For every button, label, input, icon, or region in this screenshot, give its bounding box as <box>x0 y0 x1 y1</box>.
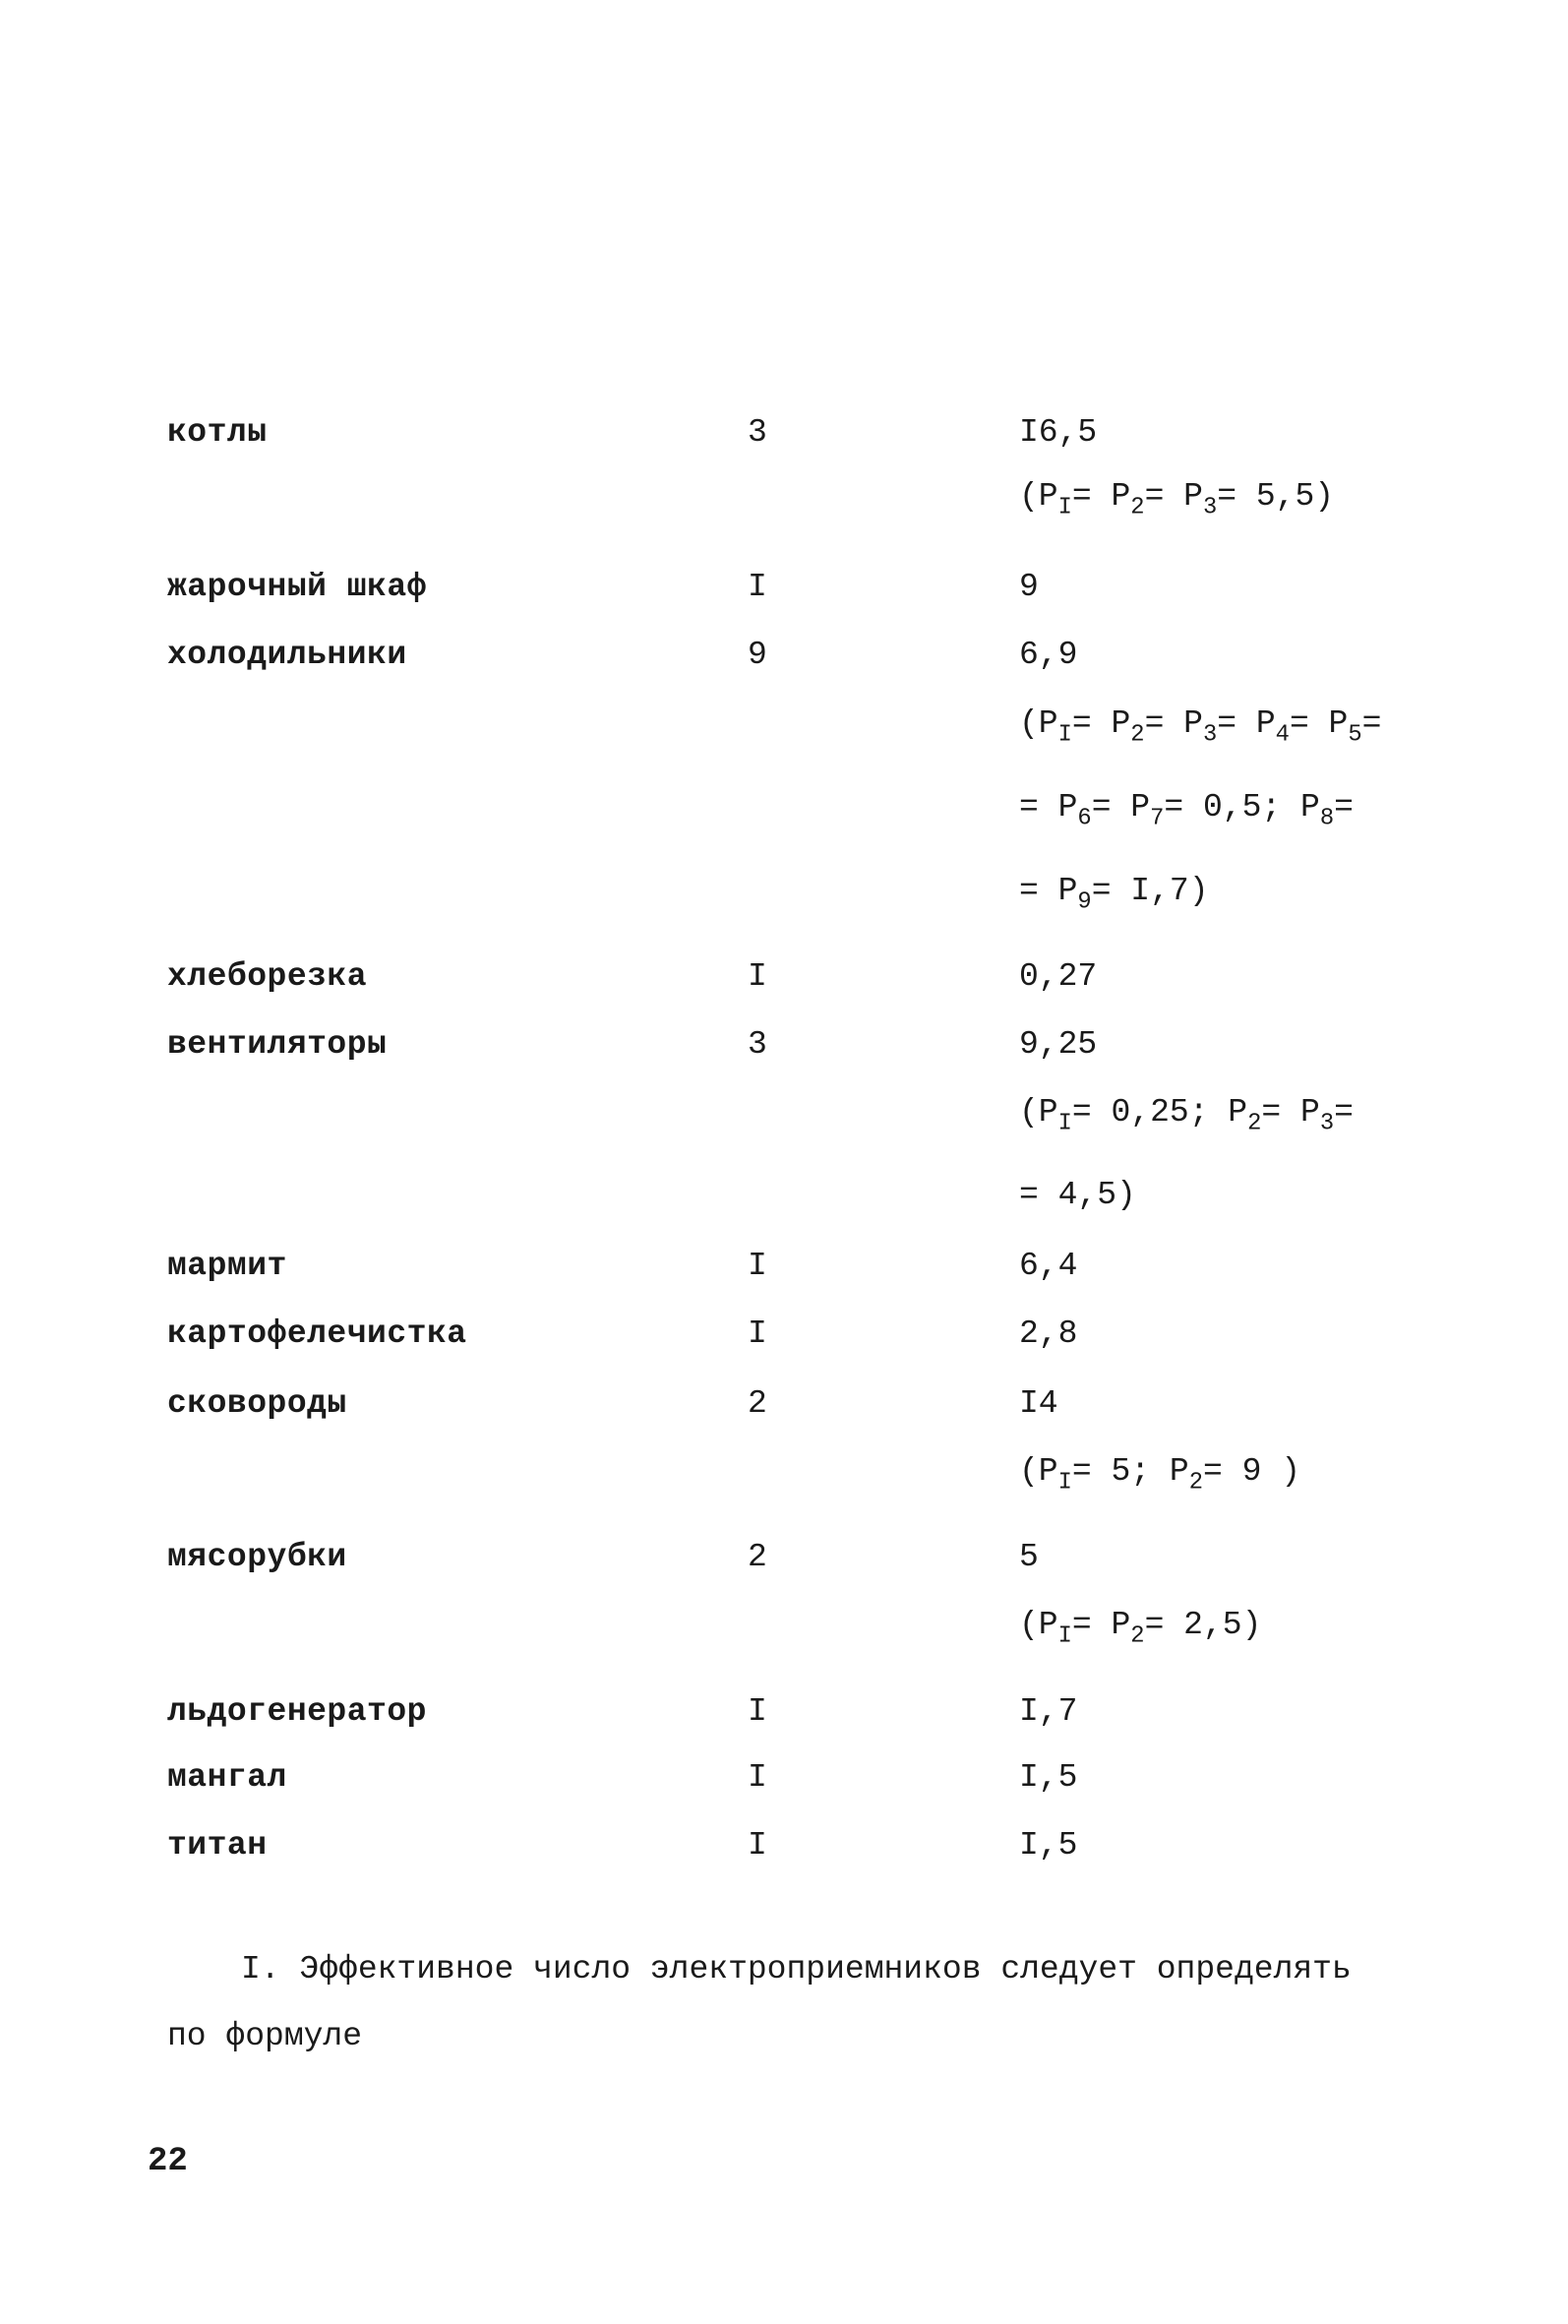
equipment-name: жарочный шкаф <box>167 569 427 605</box>
equipment-power: I6,5 <box>1019 414 1098 451</box>
equipment-power: I4 <box>1019 1385 1058 1422</box>
equipment-name: титан <box>167 1827 268 1864</box>
equipment-power: 6,4 <box>1019 1248 1078 1284</box>
table-row <box>0 1305 1568 1364</box>
page-number: 22 <box>148 2143 188 2180</box>
table-row <box>0 1528 1568 1587</box>
equipment-quantity: 2 <box>748 1539 767 1575</box>
equipment-name: мармит <box>167 1248 287 1284</box>
equipment-name: мангал <box>167 1759 287 1796</box>
power-breakdown: $(P_I= P_2= P_3= 5,5)$ <box>1019 478 1335 521</box>
equipment-name: хлеборезка <box>167 958 368 995</box>
power-breakdown: $(P_I= P_2= 2,5)$ <box>1019 1607 1262 1650</box>
table-row <box>0 1682 1568 1742</box>
equipment-quantity: 2 <box>748 1385 767 1422</box>
equipment-name: картофелечистка <box>167 1315 467 1352</box>
equipment-quantity: I <box>748 1315 767 1352</box>
equipment-quantity: I <box>748 1248 767 1284</box>
power-breakdown: ($P_I= 5$; $P_2= 9$ ) <box>1019 1453 1301 1497</box>
equipment-name: вентиляторы <box>167 1026 388 1063</box>
power-breakdown: ($P_I= P_2= P_3= P_4= P_5=$ <box>1019 705 1382 749</box>
equipment-power: I,5 <box>1019 1759 1078 1796</box>
equipment-name: сковороды <box>167 1385 347 1422</box>
equipment-power: 9 <box>1019 569 1039 605</box>
equipment-power: 5 <box>1019 1539 1039 1575</box>
paragraph-line: I. Эффективное число электроприемников следует определять <box>241 1951 1352 1988</box>
equipment-quantity: 3 <box>748 414 767 451</box>
equipment-power: 2,8 <box>1019 1315 1078 1352</box>
equipment-power: I,5 <box>1019 1827 1078 1864</box>
power-breakdown: = $P_6= P_7= 0,5$; $P_8=$ <box>1019 789 1354 832</box>
equipment-quantity: I <box>748 958 767 995</box>
equipment-power: 0,27 <box>1019 958 1098 995</box>
equipment-quantity: I <box>748 1759 767 1796</box>
equipment-quantity: 9 <box>748 637 767 673</box>
equipment-name: котлы <box>167 414 268 451</box>
equipment-name: мясорубки <box>167 1539 347 1575</box>
table-row <box>0 626 1568 685</box>
equipment-quantity: I <box>748 569 767 605</box>
equipment-name: холодильники <box>167 637 407 673</box>
equipment-power: 9,25 <box>1019 1026 1098 1063</box>
table-row <box>0 1237 1568 1296</box>
table-row <box>0 1015 1568 1074</box>
table-row <box>0 558 1568 617</box>
power-breakdown: = 4,5) <box>1019 1177 1136 1213</box>
equipment-quantity: I <box>748 1693 767 1730</box>
equipment-quantity: I <box>748 1827 767 1864</box>
table-row <box>0 1816 1568 1875</box>
equipment-power: I,7 <box>1019 1693 1078 1730</box>
table-row <box>0 948 1568 1007</box>
equipment-quantity: 3 <box>748 1026 767 1063</box>
paragraph-line: по формуле <box>167 2018 363 2054</box>
power-breakdown: = $P_9= I,7$) <box>1019 873 1209 916</box>
equipment-name: льдогенератор <box>167 1693 427 1730</box>
table-row <box>0 403 1568 462</box>
table-row <box>0 1375 1568 1434</box>
table-row <box>0 1748 1568 1807</box>
power-breakdown: ($P_I= 0,25$; $P_2= P_3=$ <box>1019 1094 1354 1137</box>
equipment-power: 6,9 <box>1019 637 1078 673</box>
